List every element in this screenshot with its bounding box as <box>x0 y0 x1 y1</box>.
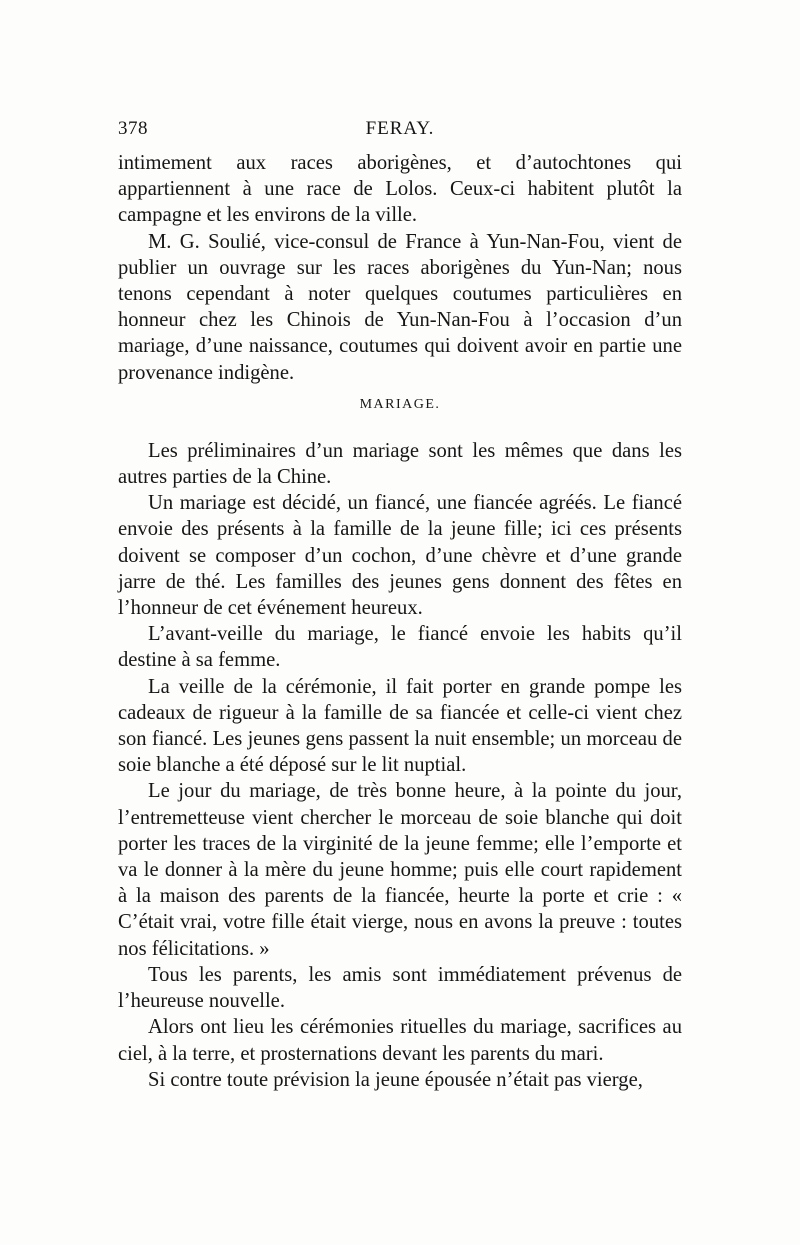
section-heading: MARIAGE. <box>359 396 441 412</box>
paragraph: Un mariage est décidé, un fiancé, une fiancée agréés. Le fiancé envoie des présents à la famille de la jeune fille; ici ces présents doivent se composer d’un cochon, d’une chèvre et d’une grande jarre de thé. Les familles des jeunes gens donnent des fêtes en l’honneur de cet événement heureux. <box>118 492 682 620</box>
paragraph: L’avant-veille du mariage, le fiancé envoie les habits qu’il destine à sa femme. <box>118 623 682 672</box>
page-number: 378 <box>118 118 148 139</box>
paragraph: Les préliminaires d’un mariage sont les mêmes que dans les autres parties de la Chine. <box>118 439 682 489</box>
paragraph: Alors ont lieu les cérémonies rituelles du mariage, sacrifices au ciel, à la terre, et prosternations devant les parents du mari. <box>118 1016 682 1065</box>
paragraph-continuation: intimement aux races aborigènes, et d’autochtones qui appartiennent à une race de Lolos. Ceux-ci habitent plutôt la campagne et les environs de la ville. <box>118 152 682 227</box>
paragraph: M. G. Soulié, vice-consul de France à Yun-Nan-Fou, vient de publier un ouvrage sur les races aborigènes du Yun-Nan; nous tenons cependant à noter quelques coutumes particulières en honneur chez les Chinois de Yun-Nan-Fou à l’occasion d’un mariage, d’une naissance, coutumes qui doivent avoir en partie une provenance indigène. <box>118 230 682 384</box>
running-head <box>118 118 682 142</box>
paragraph: Le jour du mariage, de très bonne heure, à la pointe du jour, l’entremetteuse vient chercher le morceau de soie blanche qui doit porter les traces de la virginité de la jeune femme; elle l’emporte et va le donner à la mère du jeune homme; puis elle court rapidement à la maison des parents de la fiancée, heurte la porte et crie : « C’était vrai, votre fille était vierge, nous en avons la preuve : toutes nos félicitations. » <box>118 780 682 960</box>
paragraph: La veille de la cérémonie, il fait porter en grande pompe les cadeaux de rigueur à la famille de sa fiancée et celle-ci vient chez son fiancé. Les jeunes gens passent la nuit ensemble; un morceau de soie blanche a été déposé sur le lit nuptial. <box>118 675 682 777</box>
body-text <box>118 150 682 1093</box>
paragraph: Si contre toute prévision la jeune épousée n’était pas vierge, <box>148 1068 643 1091</box>
running-title: FERAY. <box>365 118 435 139</box>
paragraph: Tous les parents, les amis sont immédiatement prévenus de l’heureuse nouvelle. <box>118 963 682 1013</box>
